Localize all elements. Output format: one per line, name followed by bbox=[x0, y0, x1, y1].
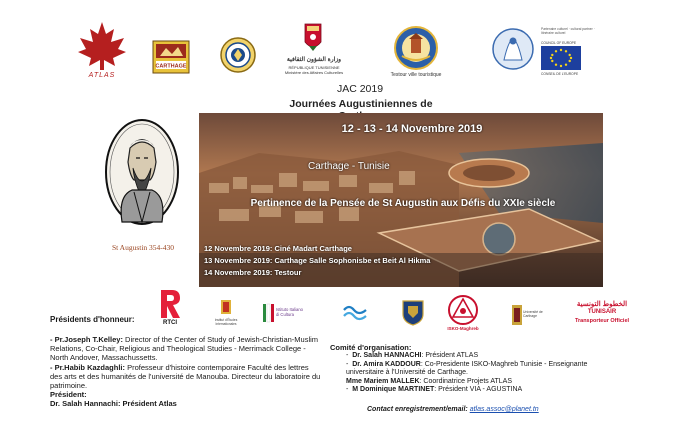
rtci-logo bbox=[158, 288, 182, 328]
honour-president-1-name: - Pr.Joseph T.Kelley: bbox=[50, 335, 123, 344]
carthage-logo-text: CARTHAGE bbox=[155, 63, 187, 70]
organising-committee-list bbox=[346, 352, 606, 395]
honour-president-2-title: Professeur d'histoire contemporaire Faculté des lettres des arts et des humanités de l'université de Manouba. Directeur du laboratoire du patrimoine. bbox=[50, 362, 321, 391]
iic-logo bbox=[262, 302, 306, 324]
via-augustina-logo bbox=[492, 28, 534, 70]
committee-member: - Dr. Salah HANNACHI: Président ATLAS bbox=[346, 352, 479, 359]
president-label: Président: bbox=[50, 390, 87, 400]
ministry-culture-logo bbox=[284, 22, 342, 82]
st-augustin-portrait bbox=[104, 118, 180, 226]
honour-president-2 bbox=[50, 363, 322, 391]
portrait-caption: St Augustin 354-430 bbox=[111, 243, 175, 252]
honour-president-1 bbox=[50, 335, 322, 363]
testour-logo bbox=[394, 26, 438, 70]
committee-member: Mme Mariem MALLEK: Coordinatrice Projets ATLAS bbox=[346, 377, 512, 385]
universite-carthage-logo bbox=[510, 303, 550, 327]
eu-stars-icon bbox=[541, 46, 581, 70]
testour-caption: Testour ville touristique bbox=[390, 72, 442, 78]
rtci-r-icon bbox=[158, 288, 182, 320]
honour-presidents-body bbox=[50, 335, 322, 409]
tunisair-arabic: الخطوط التونسية bbox=[576, 301, 628, 308]
isko-maghreb-logo bbox=[446, 295, 480, 335]
association-seal-logo bbox=[220, 37, 256, 73]
program-day-2: 13 Novembre 2019: Carthage Salle Sophonisbe et Beit Al Hikma bbox=[204, 256, 431, 265]
coe-name: COUNCIL OF EUROPE bbox=[541, 41, 577, 45]
honour-presidents-heading: Présidents d'honneur: bbox=[50, 315, 135, 324]
honour-president-1-title: Director of the Center of Study of Jewish-Christian-Muslim Relations, Co-Chair, Religious and Theological Studies - Merrimack College - North Andover, Massachussetts. bbox=[50, 335, 319, 363]
committee-member: - Dr. Amira KADDOUR: Co-Presidente ISKO-Maghreb Tunisie - Enseignante universitaire à l'Université de Carthage. bbox=[346, 360, 588, 377]
maple-leaf-icon bbox=[76, 20, 128, 72]
council-of-europe-flag bbox=[541, 46, 581, 70]
president-name: Dr. Salah Hannachi: Président Atlas bbox=[50, 399, 177, 409]
ministry-name-line: Ministère des Affaires Culturelles bbox=[284, 70, 344, 75]
contact-label: Contact enregistrement/email: bbox=[367, 406, 468, 413]
program-day-1: 12 Novembre 2019: Ciné Madart Carthage bbox=[204, 244, 352, 253]
university-shield-logo bbox=[402, 300, 424, 326]
coe-partner-lines: Partenaire culturel · cultural partner · Itinéraire culturel bbox=[541, 27, 595, 35]
carthage-logo bbox=[152, 40, 190, 74]
event-location: Carthage - Tunisie bbox=[308, 161, 390, 172]
program-day-3: 14 Novembre 2019: Testour bbox=[204, 268, 302, 277]
tunisair-name: TUNISAIR bbox=[587, 309, 617, 315]
iic-text: Istituto Italiano di Cultura bbox=[276, 307, 304, 317]
waves-logo bbox=[342, 302, 368, 324]
organising-committee-heading: Comité d'organisation: bbox=[330, 343, 412, 352]
ministry-arabic-name: وزارة الشؤون الثقافية bbox=[286, 57, 342, 63]
iei-text: Institut d'Études Internationales bbox=[214, 318, 238, 326]
coe-subtitle: CONSEIL DE L'EUROPE bbox=[541, 72, 579, 76]
universite-carthage-text: Université de Carthage bbox=[523, 310, 543, 318]
event-acronym: JAC 2019 bbox=[336, 83, 384, 95]
committee-member: - M Dominique MARTINET: Président VIA - AGUSTINA bbox=[346, 386, 523, 394]
event-theme: Pertinence de la Pensée de St Augustin aux Défis du XXIe siècle bbox=[250, 198, 556, 209]
atlas-logo bbox=[76, 20, 128, 82]
ministry-republic-line: RÉPUBLIQUE TUNISIENNE bbox=[288, 65, 340, 70]
rtci-text: RTCI bbox=[163, 320, 177, 326]
isko-text: ISKO-Maghreb bbox=[447, 326, 479, 331]
tunisair-official-carrier: Transporteur Officiel bbox=[574, 318, 630, 324]
tunisair-logo bbox=[570, 300, 634, 330]
atlas-logo-text: ATLAS bbox=[88, 72, 116, 79]
contact-line bbox=[367, 406, 539, 413]
honour-president-2-name: - Pr.Habib Kazdaghli: bbox=[50, 362, 126, 372]
event-title: Journées Augustiniennes de bbox=[289, 98, 433, 110]
contact-email-link[interactable]: atlas.assoc@planet.tn bbox=[469, 406, 539, 413]
event-dates: 12 - 13 - 14 Novembre 2019 bbox=[341, 123, 483, 135]
iei-logo bbox=[212, 299, 240, 325]
